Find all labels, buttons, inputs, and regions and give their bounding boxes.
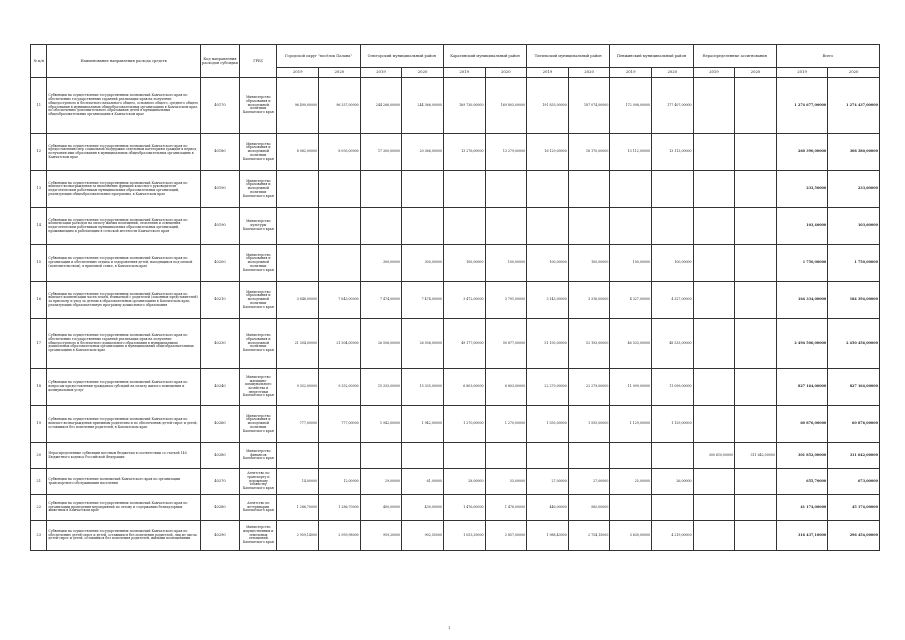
value-cell: 244 366,00000 — [402, 78, 444, 134]
value-cell — [443, 171, 485, 208]
value-cell: 300,00000 — [402, 245, 444, 282]
total-2019-cell: 827 164,00000 — [776, 369, 827, 406]
value-cell: 1 286,70000 — [319, 495, 361, 521]
value-cell: 1 942,00000 — [360, 406, 402, 443]
expense-name: Субвенции на осуществление государственных полномочий Камчатского края по выплате вознаграждения за выполнение функций классного руководителя педагогическим работникам муниципальных образовательных организаций, реализующих общеобразовательные программы, в Камчатском крае — [47, 171, 200, 208]
value-cell — [360, 171, 402, 208]
year-2019: 2019 — [610, 68, 652, 78]
value-cell — [319, 245, 361, 282]
value-cell: 430,00000 — [402, 495, 444, 521]
budget-table-sheet — [30, 44, 880, 551]
value-cell — [735, 134, 777, 171]
value-cell: 26,00000 — [651, 469, 693, 495]
row-number: 22 — [31, 495, 47, 521]
row-number: 13 — [31, 171, 47, 208]
page-number: 1 — [448, 625, 451, 630]
value-cell: 13 113,00000 — [651, 134, 693, 171]
year-2020: 2020 — [735, 68, 777, 78]
value-cell: 1 988,43000 — [527, 521, 569, 551]
total-2019-cell: 316 437,10000 — [776, 521, 827, 551]
table-row — [31, 521, 880, 551]
value-cell: 15 335,00000 — [402, 369, 444, 406]
table-row — [31, 208, 880, 245]
value-cell — [693, 469, 735, 495]
expense-code: 40280 — [200, 443, 239, 469]
value-cell: 2 959,14000 — [277, 521, 319, 551]
expense-code: 40200 — [200, 245, 239, 282]
value-cell: 22 279,00000 — [527, 369, 569, 406]
value-cell — [443, 443, 485, 469]
subvention-distribution-table — [30, 44, 880, 551]
value-cell: 1 129,00000 — [610, 406, 652, 443]
value-cell: 11 099,00000 — [651, 369, 693, 406]
grbs-name: Министерство жилищно-коммунального хозяйства и энергетики Камчатского края — [240, 369, 277, 406]
header-district-karaginsky: Карагинский муниципальный район — [443, 45, 526, 68]
expense-code: 40240 — [200, 369, 239, 406]
value-cell: 1 270,00000 — [443, 406, 485, 443]
value-cell — [735, 78, 777, 134]
grbs-name: Министерство образования и молодежной политики Камчатского края — [240, 171, 277, 208]
row-number: 17 — [31, 319, 47, 369]
value-cell: 8 093,00000 — [319, 134, 361, 171]
total-2020-cell: 673,00000 — [828, 469, 880, 495]
expense-name: Субвенции на осуществление государственных полномочий Камчатского края по выплате вознаграждения приемным родителям и по обеспечению детей-сирот и детей, оставшихся без попечения родителей, в Камчатском крае — [47, 406, 200, 443]
value-cell: 27,00000 — [568, 469, 610, 495]
row-number: 12 — [31, 134, 47, 171]
grbs-name: Министерство образования и молодежной политики Камчатского края — [240, 282, 277, 319]
header-unallocated: Нераспределенные ассигнования — [693, 45, 776, 68]
table-row — [31, 495, 880, 521]
grbs-name: Министерство образования и молодежной политики Камчатского края — [240, 406, 277, 443]
value-cell: 4 219,00000 — [651, 521, 693, 551]
value-cell — [735, 171, 777, 208]
row-number: 20 — [31, 443, 47, 469]
value-cell: 311 642,00000 — [735, 443, 777, 469]
value-cell: 61,00000 — [402, 469, 444, 495]
value-cell: 96 490,00000 — [277, 78, 319, 134]
value-cell: 15 335,00000 — [360, 369, 402, 406]
value-cell: 52 193,00000 — [568, 319, 610, 369]
value-cell: 2 857,00000 — [485, 521, 527, 551]
value-cell: 446,00000 — [527, 495, 569, 521]
expense-code: 40270 — [200, 469, 239, 495]
expense-code: 40280 — [200, 495, 239, 521]
grbs-name: Агентство по транспорту и дорожному хозяйству Камчатского края — [240, 469, 277, 495]
value-cell — [443, 208, 485, 245]
expense-name: Субвенции на осуществление государственных полномочий Камчатского края по вопросам предоставления гражданам субсидий на оплату жилого помещения и коммунальных услуг — [47, 369, 200, 406]
value-cell: 27,00000 — [527, 469, 569, 495]
total-2020-cell: 233,60000 — [828, 171, 880, 208]
grbs-name: Министерство имущественных и земельных отношений Камчатского края — [240, 521, 277, 551]
value-cell: 777,00000 — [319, 406, 361, 443]
year-2020: 2020 — [485, 68, 527, 78]
expense-name: Субвенции на осуществление государственных полномочий Камчатского края по выплате компенсации части платы, взимаемой с родителей (законных представителей) за присмотр и уход за детьми в образовательных организациях в Камчатском крае, реализующих образовательную программу дошкольного образования — [47, 282, 200, 319]
value-cell: 3 846,00000 — [277, 282, 319, 319]
table-row — [31, 171, 880, 208]
row-number: 21 — [31, 469, 47, 495]
header-grbs: ГРБС — [240, 45, 277, 78]
value-cell: 96 337,00000 — [319, 78, 361, 134]
total-2019-cell: 233,50000 — [776, 171, 827, 208]
value-cell: 4 327,00000 — [651, 282, 693, 319]
value-cell: 28,00000 — [443, 469, 485, 495]
value-cell: 100,00000 — [527, 245, 569, 282]
value-cell: 49 177,00000 — [443, 319, 485, 369]
table-row — [31, 245, 880, 282]
value-cell: 21 304,00000 — [319, 319, 361, 369]
year-2019: 2019 — [443, 68, 485, 78]
header-code: Код направления расходов субсидии — [200, 45, 239, 78]
value-cell — [568, 443, 610, 469]
total-2020-cell: 1 750,00000 — [828, 245, 880, 282]
value-cell — [485, 208, 527, 245]
value-cell — [277, 443, 319, 469]
value-cell: 244 266,00000 — [360, 78, 402, 134]
total-2019-cell: 301 852,00000 — [776, 443, 827, 469]
value-cell: 25,00000 — [610, 469, 652, 495]
grbs-name: Министерство образования и молодежной политики Камчатского края — [240, 319, 277, 369]
value-cell — [735, 521, 777, 551]
table-row — [31, 443, 880, 469]
grbs-name: Министерство образования и молодежной политики Камчатского края — [240, 245, 277, 282]
row-number: 19 — [31, 406, 47, 443]
year-2020: 2020 — [651, 68, 693, 78]
value-cell: 51 193,00000 — [527, 319, 569, 369]
value-cell: 6 803,00000 — [443, 369, 485, 406]
value-cell — [735, 208, 777, 245]
value-cell — [319, 208, 361, 245]
value-cell: 169 730,00000 — [443, 78, 485, 134]
total-2019-cell: 1 274 677,00000 — [776, 78, 827, 134]
value-cell: 3 791,00000 — [485, 282, 527, 319]
value-cell: 169 803,00000 — [485, 78, 527, 134]
value-cell — [693, 282, 735, 319]
value-cell: 3 143,00000 — [527, 282, 569, 319]
total-2020-cell: 45 174,00000 — [828, 495, 880, 521]
value-cell: 191 833,00000 — [527, 78, 569, 134]
expense-code: 40190 — [200, 171, 239, 208]
expense-code: 40260 — [200, 406, 239, 443]
value-cell: 26 506,00000 — [360, 319, 402, 369]
total-2020-cell: 1 274 437,00000 — [828, 78, 880, 134]
value-cell: 1 555,00000 — [568, 406, 610, 443]
row-number: 11 — [31, 78, 47, 134]
value-cell — [693, 319, 735, 369]
value-cell — [360, 443, 402, 469]
value-cell: 187 074,00000 — [568, 78, 610, 134]
value-cell: 13 112,00000 — [610, 134, 652, 171]
value-cell: 1 129,00000 — [651, 406, 693, 443]
value-cell — [693, 171, 735, 208]
value-cell: 11 099,00000 — [610, 369, 652, 406]
value-cell — [527, 171, 569, 208]
value-cell: 13 279,00000 — [485, 134, 527, 171]
value-cell — [610, 208, 652, 245]
expense-name: Субвенции на осуществление полномочий Камчатского края по организации транспортного обслуживания населения — [47, 469, 200, 495]
value-cell — [527, 443, 569, 469]
grbs-name: Агентство по ветеринарии Камчатского края — [240, 495, 277, 521]
header-num: № п/п — [31, 45, 47, 78]
value-cell: 2 754,15000 — [568, 521, 610, 551]
value-cell — [277, 208, 319, 245]
table-body — [31, 78, 880, 551]
expense-name: Нераспределенные субвенции местным бюджетам в соответствии со статьей 140 Бюджетного кодекса Российской Федерации — [47, 443, 200, 469]
header-district-penzhinsky: Пенжинский муниципальный район — [610, 45, 693, 68]
total-2020-cell: 296 454,00000 — [828, 521, 880, 551]
value-cell: 1 053,29000 — [443, 521, 485, 551]
value-cell: 3 630,00000 — [610, 521, 652, 551]
header-district-palana: Городской округ "посёлок Палана" — [277, 45, 360, 68]
value-cell: 21 304,00000 — [277, 319, 319, 369]
expense-code: 40190 — [200, 208, 239, 245]
value-cell — [360, 208, 402, 245]
total-2019-cell: 41 174,00000 — [776, 495, 827, 521]
table-row — [31, 282, 880, 319]
value-cell — [402, 208, 444, 245]
value-cell: 9 352,00000 — [319, 369, 361, 406]
total-2019-cell: 60 876,00000 — [776, 406, 827, 443]
row-number: 14 — [31, 208, 47, 245]
total-2019-cell: 655,70000 — [776, 469, 827, 495]
value-cell — [735, 282, 777, 319]
value-cell — [527, 208, 569, 245]
value-cell: 177 407,00000 — [651, 78, 693, 134]
row-number: 23 — [31, 521, 47, 551]
grbs-name: Министерство образования и молодежной политики Камчатского края — [240, 78, 277, 134]
value-cell: 1 476,00000 — [443, 495, 485, 521]
value-cell: 6 803,00000 — [485, 369, 527, 406]
value-cell — [277, 171, 319, 208]
value-cell: 1 555,00000 — [527, 406, 569, 443]
year-2019: 2019 — [776, 68, 827, 78]
expense-code: 40290 — [200, 521, 239, 551]
value-cell: 902,55000 — [402, 521, 444, 551]
value-cell: 50 877,00000 — [485, 319, 527, 369]
value-cell: 20 366,00000 — [402, 134, 444, 171]
value-cell — [610, 443, 652, 469]
value-cell: 1 286,70000 — [277, 495, 319, 521]
expense-code: 40210 — [200, 282, 239, 319]
value-cell: 26 506,00000 — [402, 319, 444, 369]
value-cell — [735, 406, 777, 443]
value-cell: 7 474,00000 — [402, 282, 444, 319]
expense-name: Субвенции на осуществление государственных полномочий Камчатского края по обеспечению государственных гарантий реализации прав на получение общедоступного и бесплатного начального общего, основного общего, среднего общего образования в муниципальных общеобразовательных организациях в Камчатском крае, по обеспечению дополнительного образования детей в муниципальных общеобразовательных организациях в Камчатском крае — [47, 78, 200, 134]
value-cell: 100,00000 — [485, 245, 527, 282]
value-cell: 300 610,00000 — [693, 443, 735, 469]
value-cell — [485, 443, 527, 469]
value-cell — [735, 319, 777, 369]
year-2019: 2019 — [277, 68, 319, 78]
value-cell: 9 352,00000 — [277, 369, 319, 406]
value-cell — [693, 495, 735, 521]
total-2020-cell: 308 380,00000 — [828, 134, 880, 171]
value-cell — [651, 171, 693, 208]
value-cell: 46 533,00000 — [610, 319, 652, 369]
value-cell: 53,00000 — [485, 469, 527, 495]
value-cell: 1 270,00000 — [485, 406, 527, 443]
row-number: 18 — [31, 369, 47, 406]
year-2019: 2019 — [360, 68, 402, 78]
expense-name: Субвенции на осуществление государственных полномочий Камчатского края по обеспечению детей-сирот и детей, оставшихся без попечения родителей, лиц из числа детей-сирот и детей, оставшихся без попечения родителей, жилыми помещениями — [47, 521, 200, 551]
value-cell — [693, 208, 735, 245]
total-2019-cell: 164 334,00000 — [776, 282, 827, 319]
value-cell — [402, 171, 444, 208]
value-cell: 3 472,00000 — [443, 282, 485, 319]
expense-name: Субвенции на осуществление государственных полномочий Камчатского края по организации и обеспечению отдыха и оздоровления детей, находящихся под опекой (попечительством), в приемной семье, в Камчатском крае — [47, 245, 200, 282]
total-2019-cell: 103,40000 — [776, 208, 827, 245]
value-cell — [693, 369, 735, 406]
value-cell: 3 316,00000 — [568, 282, 610, 319]
expense-name: Субвенции на осуществление государственных полномочий Камчатского края по компенсации расходов на оплату жилых помещений, отопления и освещения педагогическим работникам муниципальных образовательных организаций, проживающим и работающим в сельской местности Камчатского края — [47, 208, 200, 245]
expense-name: Субвенции на осуществление государственных полномочий Камчатского края по предоставлению мер социальной поддержки отдельным категориям граждан в период получения ими образования в муниципальных общеобразовательных организациях в Камчатском крае — [47, 134, 200, 171]
value-cell: 48 533,00000 — [651, 319, 693, 369]
value-cell: 2 959,98000 — [319, 521, 361, 551]
table-row — [31, 134, 880, 171]
grbs-name: Министерство образования и молодежной политики Камчатского края — [240, 134, 277, 171]
value-cell: 1 942,00000 — [402, 406, 444, 443]
total-2020-cell: 60 876,00000 — [828, 406, 880, 443]
total-2020-cell: 2 450 456,00000 — [828, 319, 880, 369]
value-cell — [277, 245, 319, 282]
year-2019: 2019 — [527, 68, 569, 78]
total-2019-cell: 2 494 506,00000 — [776, 319, 827, 369]
total-2020-cell: 311 642,00000 — [828, 443, 880, 469]
table-row — [31, 319, 880, 369]
value-cell — [693, 78, 735, 134]
value-cell: 17 300,00000 — [360, 134, 402, 171]
value-cell: 22 279,00000 — [568, 369, 610, 406]
year-2019: 2019 — [693, 68, 735, 78]
value-cell: 29,00000 — [360, 469, 402, 495]
value-cell — [651, 208, 693, 245]
expense-code: 40230 — [200, 319, 239, 369]
value-cell: 400,00000 — [360, 495, 402, 521]
table-row — [31, 369, 880, 406]
value-cell: 12,00000 — [319, 469, 361, 495]
year-2020: 2020 — [402, 68, 444, 78]
header-total: Всего — [776, 45, 879, 68]
value-cell: 14,00000 — [277, 469, 319, 495]
grbs-name: Министерство культуры Камчатского края — [240, 208, 277, 245]
value-cell — [735, 469, 777, 495]
value-cell — [693, 521, 735, 551]
year-2020: 2020 — [828, 68, 880, 78]
expense-name: Субвенции на осуществление государственных полномочий Камчатского края по организации проведения мероприятий по отлову и содержанию безнадзорных животных в Камчатском крае — [47, 495, 200, 521]
total-2020-cell: 184 394,00000 — [828, 282, 880, 319]
header-name: Наименование направления расхода средств — [47, 45, 200, 78]
row-number: 15 — [31, 245, 47, 282]
value-cell — [651, 495, 693, 521]
value-cell — [735, 369, 777, 406]
table-row — [31, 78, 880, 134]
total-2019-cell: 260 390,00000 — [776, 134, 827, 171]
table-row — [31, 469, 880, 495]
header-district-tigilsky: Тигильский муниципальный район — [527, 45, 610, 68]
total-2019-cell: 1 750,00000 — [776, 245, 827, 282]
value-cell: 16 170,00000 — [568, 134, 610, 171]
value-cell — [693, 245, 735, 282]
value-cell: 565,00000 — [568, 495, 610, 521]
value-cell — [485, 171, 527, 208]
value-cell: 300,00000 — [360, 245, 402, 282]
value-cell — [610, 495, 652, 521]
value-cell — [610, 171, 652, 208]
total-2020-cell: 103,60000 — [828, 208, 880, 245]
value-cell: 172 098,00000 — [610, 78, 652, 134]
value-cell: 959,20000 — [360, 521, 402, 551]
value-cell — [568, 208, 610, 245]
value-cell: 100,00000 — [610, 245, 652, 282]
value-cell: 100,00000 — [443, 245, 485, 282]
value-cell — [693, 134, 735, 171]
value-cell: 4 327,00000 — [610, 282, 652, 319]
expense-name: Субвенции на осуществление государственных полномочий Камчатского края по обеспечению государственных гарантий реализации прав на получение общедоступного и бесплатного дошкольного образования в муниципальных дошкольных образовательных организациях и муниципальных общеобразовательных организациях в Камчатском крае — [47, 319, 200, 369]
value-cell: 1 476,00000 — [485, 495, 527, 521]
row-number: 16 — [31, 282, 47, 319]
value-cell: 13 276,00000 — [443, 134, 485, 171]
header-row-groups — [31, 45, 880, 68]
value-cell — [651, 443, 693, 469]
value-cell: 100,00000 — [651, 245, 693, 282]
value-cell — [735, 245, 777, 282]
value-cell — [319, 443, 361, 469]
year-2020: 2020 — [319, 68, 361, 78]
value-cell: 7 474,00000 — [360, 282, 402, 319]
total-2020-cell: 827 164,00000 — [828, 369, 880, 406]
value-cell: 16 129,00000 — [527, 134, 569, 171]
value-cell: 100,00000 — [568, 245, 610, 282]
value-cell — [693, 406, 735, 443]
expense-code: 40170 — [200, 78, 239, 134]
grbs-name: Министерство финансов Камчатского края — [240, 443, 277, 469]
header-district-olyutorsky: Олюторский муниципальный район — [360, 45, 443, 68]
value-cell: 7 643,00000 — [319, 282, 361, 319]
value-cell: 8 082,00000 — [277, 134, 319, 171]
value-cell — [319, 171, 361, 208]
value-cell — [735, 495, 777, 521]
value-cell: 777,00000 — [277, 406, 319, 443]
value-cell — [402, 443, 444, 469]
year-2020: 2020 — [568, 68, 610, 78]
value-cell — [568, 171, 610, 208]
expense-code: 40180 — [200, 134, 239, 171]
table-row — [31, 406, 880, 443]
